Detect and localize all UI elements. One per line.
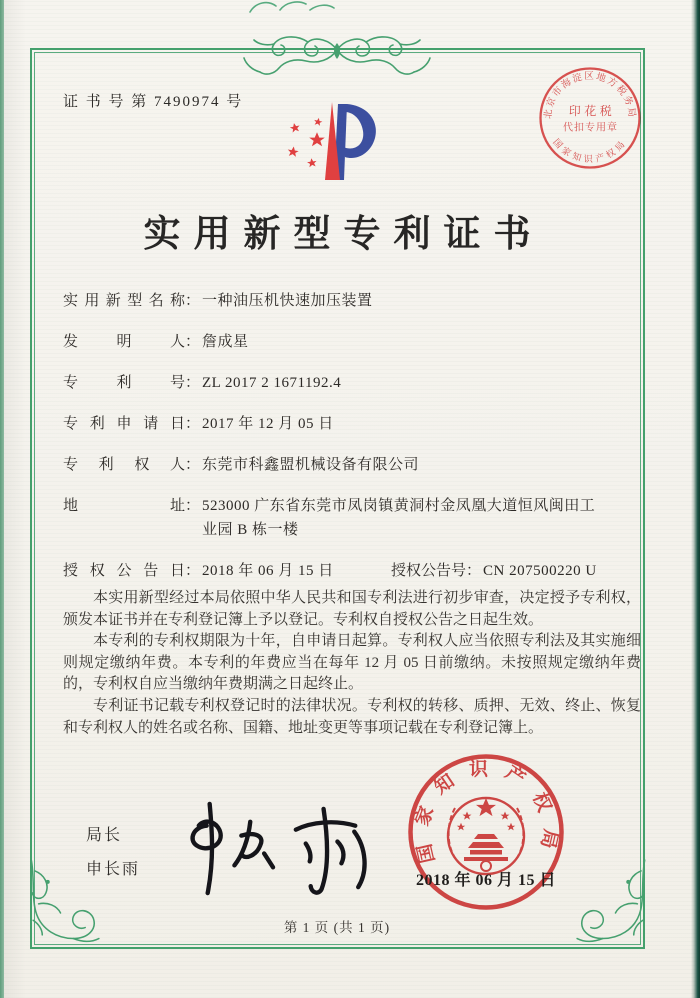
field-colon: ：	[185, 293, 201, 309]
field-label: 发明人	[63, 334, 185, 350]
field-label: 专利号	[63, 375, 185, 391]
field-colon: ：	[185, 375, 201, 391]
legal-text	[63, 588, 641, 739]
field-row-filing-date	[63, 412, 633, 436]
tax-stamp-center-line1: 印花税	[568, 104, 616, 118]
field-value-patent-number: ZL 2017 2 1671192.4	[202, 375, 342, 391]
national-emblem-icon	[448, 798, 524, 874]
page-number: 第 1 页 (共 1 页)	[283, 920, 391, 935]
tax-stamp-arc-bottom-text: 国家知识产权局	[551, 136, 629, 165]
field-label: 授权公告日	[63, 563, 185, 579]
field-grant-number	[391, 559, 633, 583]
field-colon: ：	[185, 457, 201, 473]
field-row-address	[63, 494, 633, 542]
field-row-inventor	[63, 330, 633, 354]
field-value-grant-date: 2018 年 06 月 15 日	[202, 563, 334, 579]
certificate-number: 证 书 号 第 7490974 号	[63, 94, 244, 110]
stamp-tax-seal-icon	[536, 64, 644, 172]
patent-fields	[63, 289, 633, 600]
field-row-patentee	[63, 453, 633, 477]
field-label: 实用新型名称	[63, 293, 185, 309]
top-edge-flourish-icon	[246, 0, 336, 14]
top-border-ornament-icon	[232, 30, 442, 82]
field-grant-date	[63, 559, 391, 583]
seal-date: 2018 年 06 月 15 日	[415, 872, 556, 889]
legal-paragraph-1: 本实用新型经过本局依照中华人民共和国专利法进行初步审查，决定授予专利权，颁发本证书并在专利登记簿上予以登记。专利权自授权公告之日起生效。	[63, 590, 641, 628]
field-label: 专利申请日	[63, 416, 185, 432]
field-value-inventor: 詹成星	[202, 334, 249, 350]
scan-edge-left	[0, 0, 4, 998]
field-value-filing-date: 2017 年 12 月 05 日	[202, 416, 334, 432]
booklet-edge-right	[691, 0, 700, 998]
certificate-title: 实用新型专利证书	[143, 214, 544, 255]
patent-office-logo-icon	[285, 100, 385, 185]
tax-stamp-center-line2: 代扣专用章	[563, 122, 618, 134]
signer-name: 申长雨	[86, 861, 141, 878]
field-colon: ：	[185, 563, 201, 579]
field-value-grant-number: CN 207500220 U	[483, 563, 597, 579]
field-colon: ：	[185, 334, 201, 350]
field-value-address: 523000 广东省东莞市凤岗镇黄洞村金凤凰大道恒风闽田工业园 B 栋一楼	[202, 498, 596, 538]
field-colon: ：	[185, 416, 201, 432]
signature-icon	[178, 796, 378, 900]
field-row-grant	[63, 559, 633, 583]
legal-paragraph-2: 本专利的专利权期限为十年，自申请日起算。专利权人应当依照专利法及其实施细则规定缴纳年费。本专利的年费应当在每年 12 月 05 日前缴纳。未按照规定缴纳年费的，专利权自应当缴纳年费期满之日起终止。	[63, 633, 641, 693]
tax-stamp-arc-top-text: 北京市海淀区地方税务局	[543, 72, 637, 120]
field-label: 专利权人	[63, 457, 185, 473]
field-value-utility-model-name: 一种油压机快速加压装置	[202, 293, 373, 309]
legal-paragraph-3: 专利证书记载专利权登记时的法律状况。专利权的转移、质押、无效、终止、恢复和专利权人的姓名或名称、国籍、地址变更等事项记载在专利登记簿上。	[63, 697, 641, 736]
field-row-name	[63, 289, 633, 313]
signer-role: 局长	[86, 827, 123, 844]
field-value-patentee: 东莞市科鑫盟机械设备有限公司	[202, 457, 420, 473]
field-colon: ：	[466, 563, 482, 579]
seal-arc-text: 国家知识产权局	[411, 759, 561, 865]
field-label: 地址	[63, 498, 185, 514]
field-label: 授权公告号	[391, 563, 467, 579]
field-colon: ：	[185, 498, 201, 514]
field-row-patent-number	[63, 371, 633, 395]
